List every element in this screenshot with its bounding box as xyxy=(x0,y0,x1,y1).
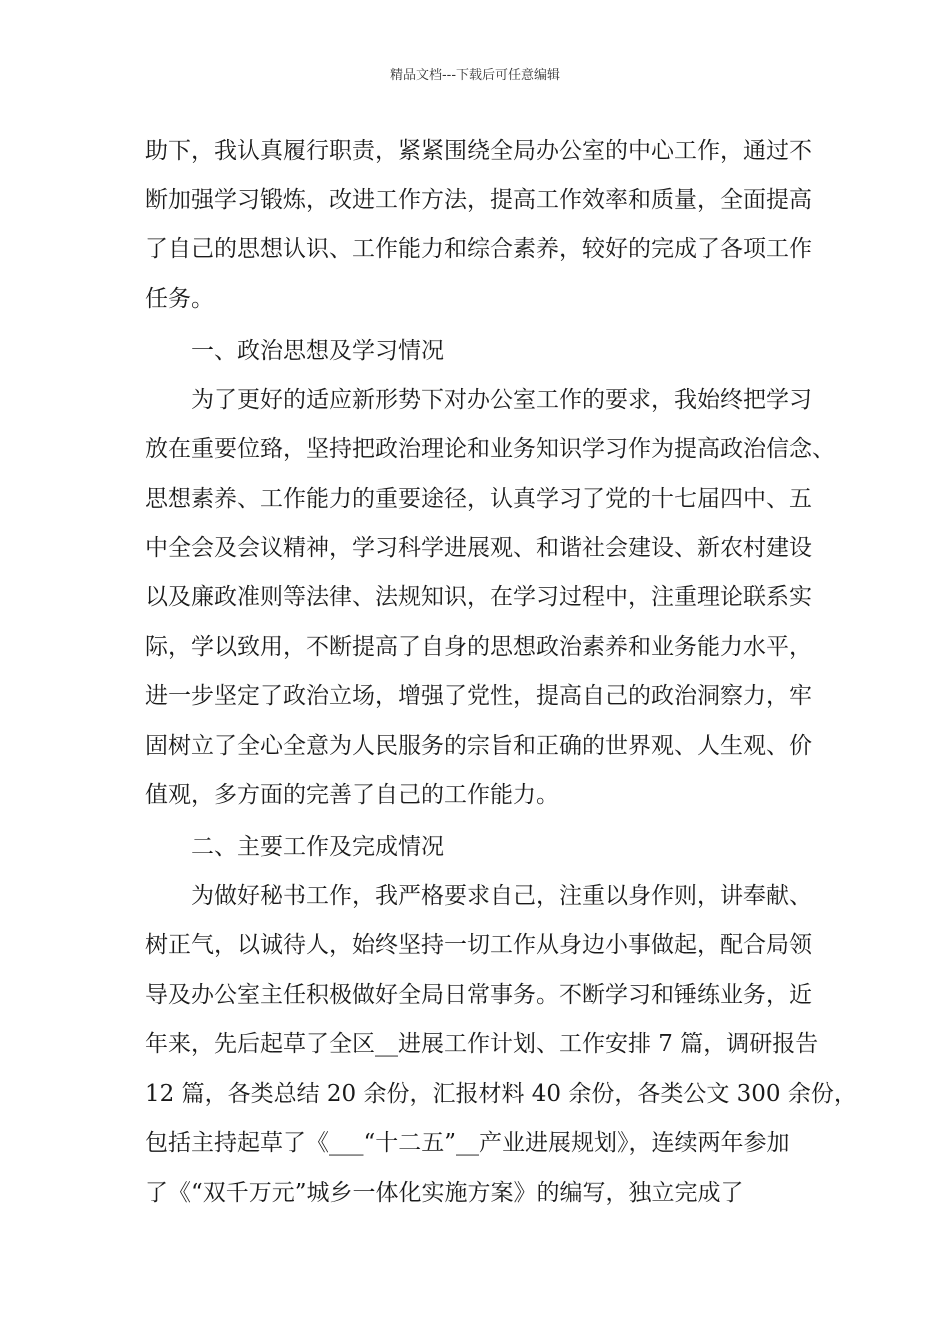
text-line: 为了更好的适应新形势下对办公室工作的要求，我始终把学习 xyxy=(145,387,812,413)
section-heading: 一、政治思想及学习情况 xyxy=(145,338,444,364)
text-line: 值观，多方面的完善了自己的工作能力。 xyxy=(145,782,559,808)
text-line: 固树立了全心全意为人民服务的宗旨和正确的世界观、人生观、价 xyxy=(145,733,812,759)
text-line: 了自己的思想认识、工作能力和综合素养，较好的完成了各项工作 xyxy=(145,236,812,262)
text-line: 中全会及会议精神，学习科学进展观、和谐社会建设、新农村建设 xyxy=(145,535,812,561)
text-line: 树正气，以诚待人，始终坚持一切工作从身边小事做起，配合局领 xyxy=(145,932,812,958)
text-line: 导及办公室主任积极做好全局日常事务。不断学习和锤练业务，近 xyxy=(145,982,812,1008)
text-line: 思想素养、工作能力的重要途径，认真学习了党的十七届四中、五 xyxy=(145,486,812,512)
text-line: 任务。 xyxy=(145,286,214,312)
text-line: 际，学以致用，不断提高了自身的思想政治素养和业务能力水平， xyxy=(145,634,812,660)
text-line: 12 篇，各类总结 20 余份，汇报材料 40 余份，各类公文 300 余份， xyxy=(145,1081,857,1107)
text-line: 放在重要位臵，坚持把政治理论和业务知识学习作为提高政治信念、 xyxy=(145,436,835,462)
section-heading: 二、主要工作及完成情况 xyxy=(145,834,444,860)
text-line: 了《“双千万元”城乡一体化实施方案》的编写，独立完成了 xyxy=(145,1180,744,1206)
text-line: 年来，先后起草了全区__进展工作计划、工作安排 7 篇，调研报告 xyxy=(145,1031,819,1057)
text-line: 为做好秘书工作，我严格要求自己，注重以身作则，讲奉献、 xyxy=(145,883,812,909)
text-line: 进一步坚定了政治立场，增强了党性，提高自己的政治洞察力，牢 xyxy=(145,683,812,709)
text-line: 包括主持起草了《___“十二五”__产业进展规划》，连续两年参加 xyxy=(145,1130,790,1156)
page-header: 精品文档---下载后可任意编辑 xyxy=(389,68,561,83)
text-line: 助下，我认真履行职责，紧紧围绕全局办公室的中心工作，通过不 xyxy=(145,138,812,164)
text-line: 断加强学习锻炼，改进工作方法，提高工作效率和质量，全面提高 xyxy=(145,187,812,213)
text-line: 以及廉政准则等法律、法规知识，在学习过程中，注重理论联系实 xyxy=(145,584,812,610)
